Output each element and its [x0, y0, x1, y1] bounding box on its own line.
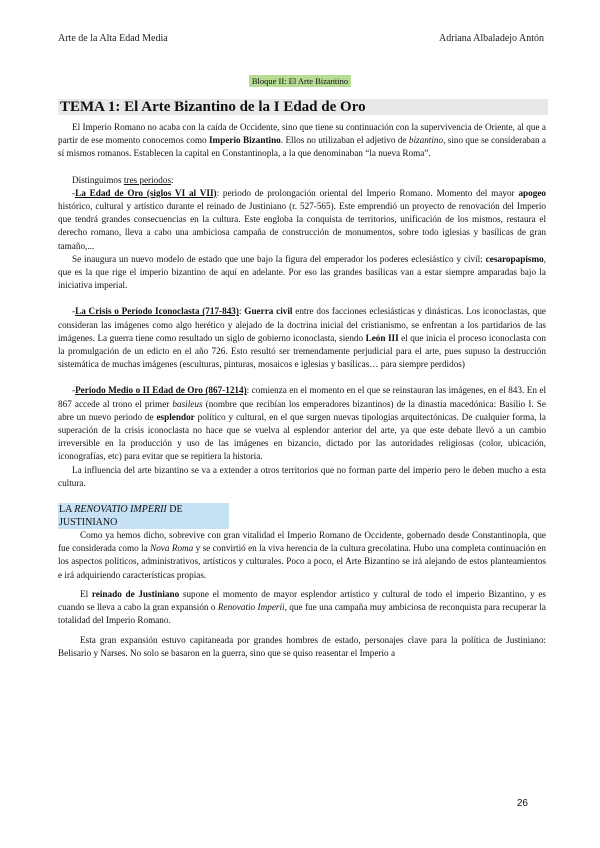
bloque-label-wrap: [0, 71, 600, 89]
section-heading-renovatio: LA RENOVATIO IMPERII DE JUSTINIANO: [58, 503, 229, 529]
influencia-paragraph: La influencia del arte bizantino se va a extender a otros territorios que no forman parte del imperio pero le deben mucho a esta cultura.: [58, 464, 546, 488]
bloque-label: Bloque II: El Arte Bizantino: [249, 75, 351, 87]
header-author: Adriana Albaladejo Antón: [439, 33, 544, 44]
header-course-title: Arte de la Alta Edad Media: [58, 33, 168, 44]
cesaropapismo-paragraph: Se inaugura un nuevo modelo de estado que une bajo la figura del emperador los poderes eclesiástico y civil: cesaropapismo, que es la que rige el imperio bizantino de aquí en adelante. Por eso las grandes basílicas van a estar siempre amparadas bajo la iniciativa imperial.: [58, 253, 546, 291]
tema-title: TEMA 1: El Arte Bizantino de la I Edad de Oro: [58, 99, 548, 115]
renovatio-paragraph-2: El reinado de Justiniano supone el momento de mayor esplendor artístico y cultural de todo el imperio Bizantino, y es cuando se lleva a cabo la gran expansión o Renovatio Imperii, que fue una campaña muy ambiciosa de reconquista para recuperar la totalidad del Imperio Romano.: [58, 588, 546, 626]
renovatio-paragraph-3: Esta gran expansión estuvo capitaneada por grandes hombres de estado, personajes clave para la política de Justiniano: Belisario y Narses. No solo se basaron en la guerra, sino que se quiso reasentar el Imperio a: [58, 634, 546, 658]
periodo-3-paragraph: -Periodo Medio o II Edad de Oro (867-1214): comienza en el momento en el que se reinstauran las imágenes, en el 843. En el 867 accede al trono el primer basileus (nombre que recibían los emperadores bizantinos) de la dinastía macedónica: Basilio I. Se abre un nuevo periodo de esplendor político y cultural, en el que surgen nuevas tipologías arquitectónicas. De cualquier forma, la superación de la crisis iconoclasta no hace que se vuelva al esplendor anterior del arte, ya que este debate llevó a un cambio irreversible en la producción y uso de las imágenes en bizancio, dictado por las autoridades religiosas (color, ubicación, iconografías, etc) para evitar que se repitiera la historia.: [58, 385, 546, 462]
periodos-intro: Distinguimos tres periodos:: [72, 174, 174, 185]
document-body: [58, 121, 546, 660]
periodo-1-paragraph: -La Edad de Oro (siglos VI al VII): periodo de prolongación oriental del Imperio Romano. Momento del mayor apogeo histórico, cultural y artístico durante el reinado de Justiniano (r. 527-565). Este emprendió un proyecto de renovación del Imperio que tendrá grandes consecuencias en la cultura. Este engloba la conquista de territorios, unificación de los mismos, restaura el derecho romano, lleva a cabo una ambiciosa campaña de construcción de monumentos, sobre todo iglesias y basílicas de gran tamaño,...: [58, 187, 546, 251]
renovatio-paragraph-1: Como ya hemos dicho, sobrevive con gran vitalidad el Imperio Romano de Occidente, gobernado desde Constantinopla, que fue considerada como la Nova Roma y se convirtió en la viva herencia de la cultura grecolatina. Hubo una completa continuación en los aspectos políticos, administrativos, artísticos y culturales. Poco a poco, el Arte Bizantino se irá alejando de estos planteamientos e irá adquiriendo características propias.: [58, 530, 547, 580]
periodo-2-paragraph: -La Crisis o Período Iconoclasta (717-843): Guerra civil entre dos facciones eclesiásticas y dinásticas. Los iconoclastas, que consideran las imágenes como algo herético y alejado de la doctrina inicial del cristianismo, se enfrentan a los partidarios de las imágenes. La guerra tiene como resultado un siglo de gobierno iconoclasta, siendo León III el que inicia el proceso iconoclasta con la promulgación de un edicto en el año 726. Esto resultó ser tremendamente perjudicial para el arte, pues supuso la destrucción sistemática de muchas imágenes (esculturas, pinturas, mosaicos e iglesias y basílicas… para siempre perdidos): [58, 306, 546, 370]
intro-paragraph: El Imperio Romano no acaba con la caída de Occidente, sino que tiene su continuación con la supervivencia de Oriente, al que a partir de ese momento conocemos como Imperio Bizantino. Ellos no utilizaban el adjetivo de bizantino, sino que se consideraban a sí mismos romanos. Establecen la capital en Constantinopla, a la que denominaban “la nueva Roma”.: [58, 122, 547, 159]
page-number: 26: [516, 798, 528, 809]
